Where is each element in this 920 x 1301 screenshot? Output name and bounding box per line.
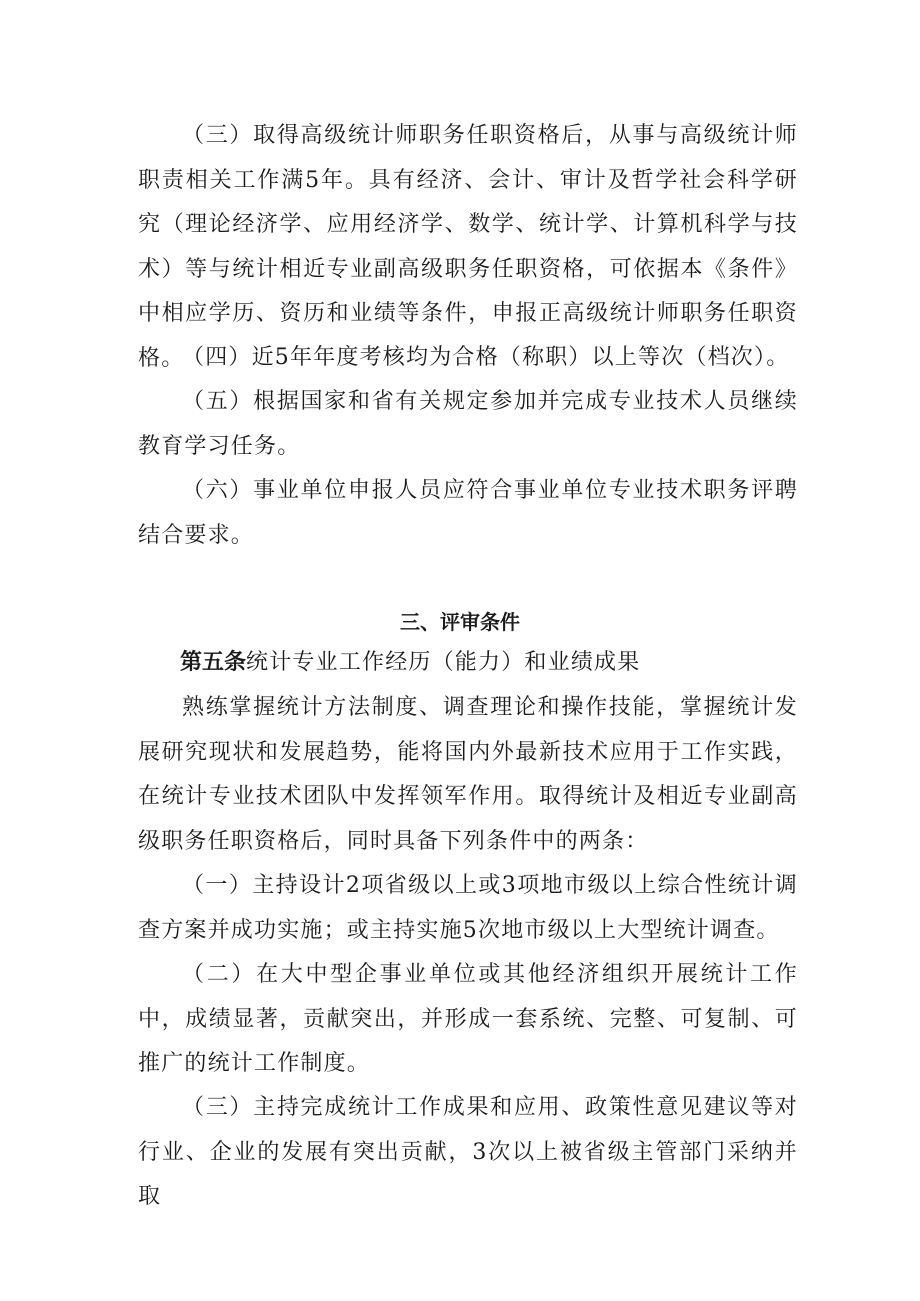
paragraph-item-5-education: （五）根据国家和省有关规定参加并完成专业技术人员继续教育学习任务。 xyxy=(138,389,798,459)
paragraph-item-4-assessment: （四）近5年年度考核均为合格（称职）以上等次（档次）。 xyxy=(182,345,790,370)
paragraph-condition-2: （二）在大中型企事业单位或其他经济组织开展统计工作中，成绩显著，贡献突出，并形成一套系统、完整、可复制、可推广的统计工作制度。 xyxy=(138,962,798,1076)
paragraph-condition-1: （一）主持设计2项省级以上或3项地市级以上综合性统计调查方案并成功实施；或主持实施5次地市级以上大型统计调查。 xyxy=(138,873,798,943)
article-heading xyxy=(180,648,820,678)
article-number: 第五条 xyxy=(180,650,247,675)
paragraph-condition-3: （三）主持完成统计工作成果和应用、政策性意见建议等对行业、企业的发展有突出贡献，3次以上被省级主管部门采纳并取 xyxy=(138,1095,798,1209)
article-title: 统计专业工作经历（能力）和业绩成果 xyxy=(246,650,641,675)
paragraph-item-6-institution: （六）事业单位申报人员应符合事业单位专业技术职务评聘结合要求。 xyxy=(138,478,798,548)
paragraph-requirements-intro: 熟练掌握统计方法制度、调查理论和操作技能，掌握统计发展研究现状和发展趋势，能将国内外最新技术应用于工作实践，在统计专业技术团队中发挥领军作用。取得统计及相近专业副高级职务任职资格后，同时具备下列条件中的两条： xyxy=(138,695,798,854)
section-heading: 三、评审条件 xyxy=(400,610,520,634)
paragraph-item-3-qualification: （三）取得高级统计师职务任职资格后，从事与高级统计师职责相关工作满5年。具有经济、会计、审计及哲学社会科学研究（理论经济学、应用经济学、数学、统计学、计算机科学与技术）等与统计相近专业副高级职务任职资格，可依据本《条件》中相应学历、资历和业绩等条件，申报正高级统计师职务任职资格。 xyxy=(138,123,798,371)
